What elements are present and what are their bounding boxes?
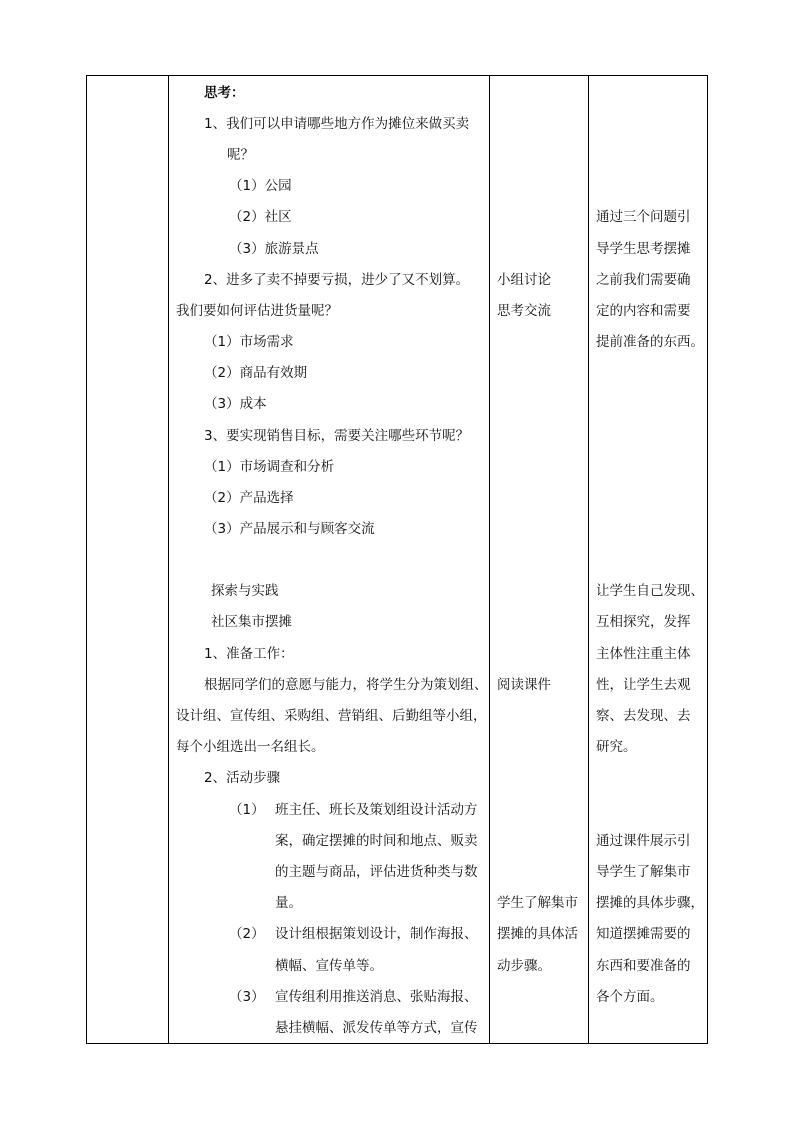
step-1-line: 案，确定摆摊的时间和地点、贩卖: [275, 833, 478, 849]
table-top-border: [86, 75, 708, 76]
intent-text: 让学生自己发现、: [596, 583, 704, 599]
intent-text: 导学生思考摆摊: [596, 241, 691, 257]
preparation-line: 每个小组选出一名组长。: [176, 739, 325, 755]
question-2-line-2: 我们要如何评估进货量呢？: [176, 303, 338, 319]
intent-text: 各个方面。: [596, 989, 664, 1005]
intent-text: 摆摊的具体步骤，: [596, 895, 704, 911]
step-3-line: 宣传组利用推送消息、张贴海报、: [275, 989, 478, 1005]
question-1-item: （1）公园: [229, 178, 292, 194]
question-3-item: （3）产品展示和与顾客交流: [204, 521, 375, 537]
step-3-line: 悬挂横幅、派发传单等方式，宣传: [275, 1020, 478, 1036]
activity-text: 动步骤。: [497, 958, 551, 974]
intent-text: 通过课件展示引: [596, 833, 691, 849]
intent-text: 东西和要准备的: [596, 958, 691, 974]
activity-text: 小组讨论: [497, 272, 551, 288]
intent-text: 主体性注重主体: [596, 646, 691, 662]
step-2-line: 设计组根据策划设计，制作海报、: [275, 926, 478, 942]
explore-subtitle: 社区集市摆摊: [211, 614, 292, 630]
preparation-line: 根据同学们的意愿与能力，将学生分为策划组、: [204, 677, 488, 693]
intent-text: 导学生了解集市: [596, 864, 691, 880]
question-3-line-1: 3、要实现销售目标，需要关注哪些环节呢？: [204, 428, 470, 444]
question-1-line-2: 呢？: [227, 147, 254, 163]
intent-text: 提前准备的东西。: [596, 334, 704, 350]
question-3-item: （2）产品选择: [204, 490, 294, 506]
step-2-number: （2）: [229, 926, 265, 942]
question-1-item: （2）社区: [229, 209, 292, 225]
steps-title: 2、活动步骤: [204, 770, 281, 786]
question-1-item: （3）旅游景点: [229, 241, 319, 257]
intent-text: 性，让学生去观: [596, 677, 691, 693]
table-bottom-border: [86, 1043, 708, 1044]
intent-text: 研究。: [596, 739, 637, 755]
table-col-border-2: [168, 75, 169, 1044]
question-2-item: （2）商品有效期: [204, 365, 308, 381]
table-col-border-5: [707, 75, 708, 1044]
explore-title: 探索与实践: [211, 583, 279, 599]
step-1-line: 量。: [275, 895, 302, 911]
activity-text: 思考交流: [497, 303, 551, 319]
preparation-line: 设计组、宣传组、采购组、营销组、后勤组等小组，: [176, 708, 487, 724]
intent-text: 通过三个问题引: [596, 209, 691, 225]
question-3-item: （1）市场调查和分析: [204, 459, 335, 475]
question-2-item: （1）市场需求: [204, 334, 294, 350]
question-2-item: （3）成本: [204, 396, 267, 412]
intent-text: 知道摆摊需要的: [596, 926, 691, 942]
activity-text: 摆摊的具体活: [497, 926, 578, 942]
preparation-title: 1、准备工作：: [204, 646, 294, 662]
activity-text: 阅读课件: [497, 677, 551, 693]
step-1-line: 的主题与商品，评估进货种类与数: [275, 864, 478, 880]
intent-text: 互相探究，发挥: [596, 614, 691, 630]
activity-text: 学生了解集市: [497, 895, 578, 911]
intent-text: 察、去发现、去: [596, 708, 691, 724]
step-3-number: （3）: [229, 989, 265, 1005]
step-2-line: 横幅、宣传单等。: [275, 958, 383, 974]
step-1-line: 班主任、班长及策划组设计活动方: [275, 802, 478, 818]
table-col-border-3: [489, 75, 490, 1044]
step-1-number: （1）: [229, 802, 265, 818]
question-1-line-1: 1、我们可以申请哪些地方作为摊位来做买卖: [204, 116, 470, 132]
question-2-line-1: 2、进多了卖不掉要亏损，进少了又不划算。: [204, 272, 470, 288]
intent-text: 定的内容和需要: [596, 303, 691, 319]
table-col-border-1: [86, 75, 87, 1044]
table-col-border-4: [588, 75, 589, 1044]
thinking-heading: 思考：: [204, 85, 245, 101]
intent-text: 之前我们需要确: [596, 272, 691, 288]
